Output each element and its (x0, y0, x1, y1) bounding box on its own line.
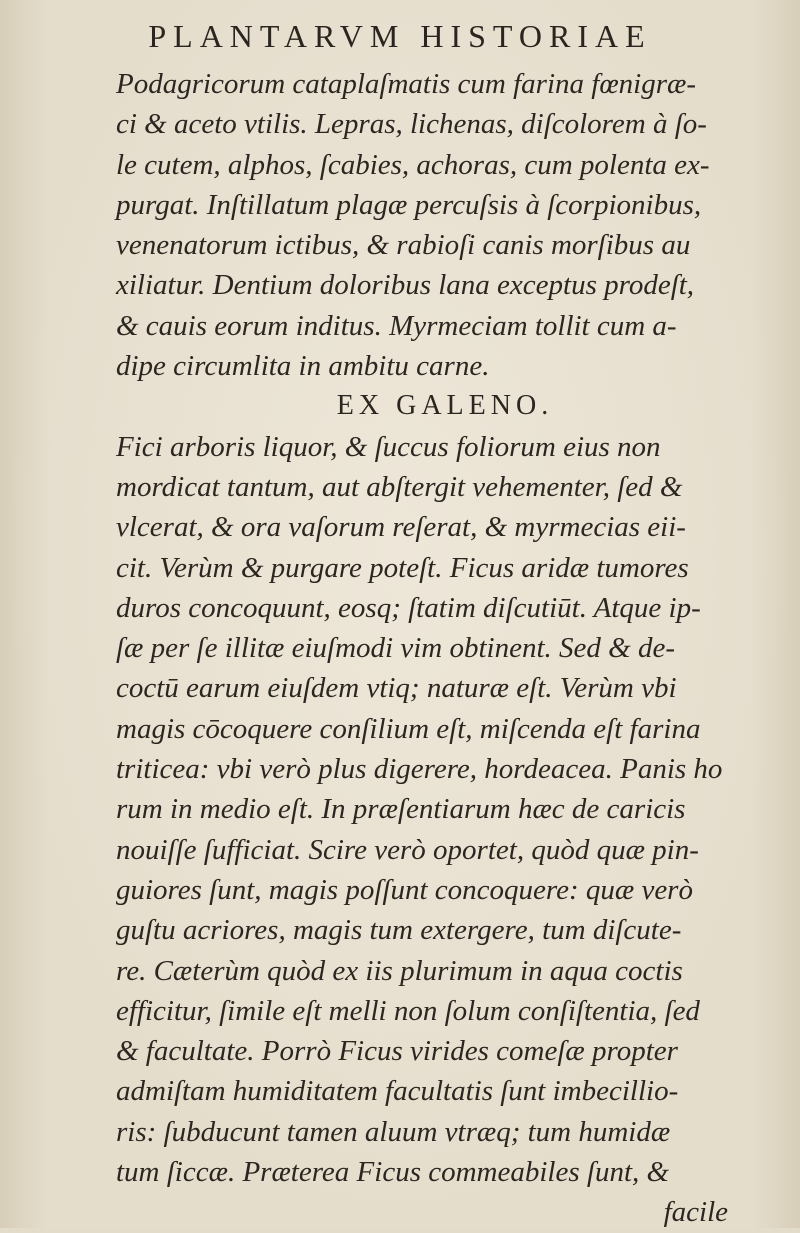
text-line: ſæ per ſe illitæ eiuſmodi vim obtinent. Sed & de- (116, 632, 675, 665)
text-line: magis cōcoquere conſilium eſt, miſcenda eſt farina (116, 712, 701, 745)
text-line: guſtu acriores, magis tum extergere, tum diſcute- (116, 914, 682, 947)
text-line: venenatorum ictibus, & rabioſi canis morſibus au (116, 229, 691, 262)
text-line: le cutem, alphos, ſcabies, achoras, cum polenta ex- (116, 148, 710, 181)
text-line: vlcerat, & ora vaſorum reſerat, & myrmecias eii- (116, 511, 686, 544)
text-line: xiliatur. Dentium doloribus lana exceptus prodeſt, (116, 269, 695, 302)
text-line: purgat. Inſtillatum plagæ percuſsis à ſcorpionibus, (116, 188, 702, 221)
text-line: cit. Verùm & purgare poteſt. Ficus aridæ tumores (116, 551, 689, 584)
text-line: tum ſiccæ. Præterea Ficus commeabiles ſunt, & (116, 1156, 670, 1189)
catchword: facile (663, 1196, 728, 1229)
text-line: guiores ſunt, magis poſſunt concoquere: quæ verò (116, 873, 693, 906)
text-line: re. Cæterùm quòd ex iis plurimum in aqua coctis (116, 954, 683, 987)
text-line: & cauis eorum inditus. Myrmeciam tollit cum a- (116, 309, 677, 342)
text-line: ci & aceto vtilis. Lepras, lichenas, diſcolorem à ſo- (116, 108, 707, 141)
text-line: coctū earum eiuſdem vtiq; naturæ eſt. Verùm vbi (116, 672, 677, 705)
section-heading: EX GALENO. (336, 390, 554, 422)
text-block (116, 64, 764, 1233)
text-line: mordicat tantum, aut abſtergit vehementer, ſed & (116, 470, 683, 503)
text-line: duros concoquunt, eosq; ſtatim diſcutiūt. Atque ip- (116, 591, 701, 624)
text-line: nouiſſe ſufficiat. Scire verò oportet, quòd quæ pin- (116, 833, 699, 866)
text-line: triticea: vbi verò plus digerere, hordeacea. Panis ho (116, 753, 723, 786)
text-line: efficitur, ſimile eſt melli non ſolum conſiſtentia, ſed (116, 994, 700, 1027)
text-line: & facultate. Porrò Ficus virides comeſæ propter (116, 1035, 678, 1068)
text-line: dipe circumlita in ambitu carne. (116, 350, 490, 383)
text-line: ris: ſubducunt tamen aluum vtræq; tum humidæ (116, 1115, 671, 1148)
text-line: Fici arboris liquor, & ſuccus foliorum eius non (116, 430, 661, 463)
text-line: Podagricorum cataplaſmatis cum farina fœnigræ- (116, 68, 696, 100)
text-line: rum in medio eſt. In præſentiarum hæc de caricis (116, 793, 686, 826)
text-line: admiſtam humiditatem facultatis ſunt imbecillio- (116, 1075, 679, 1108)
running-head: PLANTARVM HISTORIAE (148, 18, 652, 54)
